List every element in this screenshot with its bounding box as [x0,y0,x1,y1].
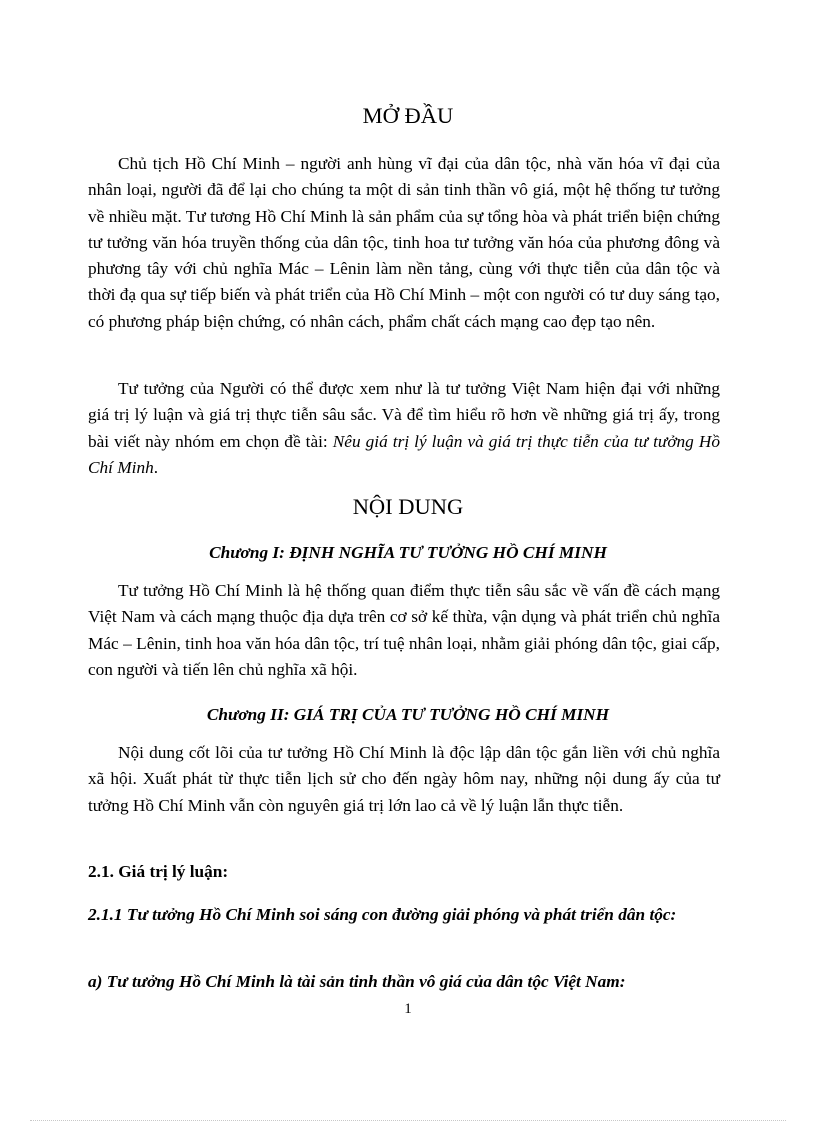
intro-paragraph-1: Chủ tịch Hồ Chí Minh – người anh hùng vĩ đại của dân tộc, nhà văn hóa vĩ đại của nhân loại, người đã để lại cho chúng ta một di sản tinh thần vô giá, một hệ thống tư tưởng về nhiều mặt. Tư tương Hồ Chí Minh là sản phẩm của sự tổng hòa và phát triển biện chứng tư tưởng văn hóa truyền thống của dân tộc, tinh hoa tư tưởng văn hóa của phương đông và phương tây với chủ nghĩa Mác – Lênin làm nền tảng, cùng với thực tiễn của dân tộc và thời đạ qua sự tiếp biến và phát triển của Hồ Chí Minh – một con người có tư duy sáng tạo, có phương pháp biện chứng, có nhân cách, phẩm chất cách mạng cao đẹp tạo nên. [88,154,720,331]
topic-title: Nêu giá trị lý luận và giá trị thực tiễn của tư tưởng Hồ Chí Minh [88,431,720,477]
chapter-2-heading: Chương II: GIÁ TRỊ CỦA TƯ TƯỞNG HỒ CHÍ MINH [206,705,610,724]
intro-paragraph-2 [88,376,720,481]
intro-paragraph-2-text: Tư tưởng của Người có thể được xem như là tư tưởng Việt Nam hiện đại với những giá trị lý luận và giá trị thực tiễn sâu sắc. Và để tìm hiểu rõ hơn về những giá trị ấy, trong bài viết này nhóm em chọn đề tài: [88,379,720,451]
section-2-1-heading: 2.1. Giá trị lý luận: [88,862,229,881]
chapter-1-body: Tư tưởng Hồ Chí Minh là hệ thống quan điểm thực tiễn sâu sắc về vấn đề cách mạng Việt Nam và cách mạng thuộc địa dựa trên cơ sở kế thừa, vận dụng và phát triển chủ nghĩa Mác – Lênin, tinh hoa văn hóa dân tộc, trí tuệ nhân loại, nhằm giải phóng dân tộc, giai cấp, con người và tiến lên chủ nghĩa xã hội. [88,581,720,679]
page-number: 1 [404,1001,412,1017]
section-2-1-1-heading: 2.1.1 Tư tưởng Hồ Chí Minh soi sáng con đường giải phóng và phát triển dân tộc: [88,905,677,924]
page-bottom-divider [30,1120,786,1121]
page-title: MỞ ĐẦU [362,103,454,128]
chapter-2-body: Nội dung cốt lõi của tư tưởng Hồ Chí Minh là độc lập dân tộc gắn liền với chủ nghĩa xã hội. Xuất phát từ thực tiễn lịch sử cho đến ngày hôm nay, những nội dung ấy của tư tưởng Hồ Chí Minh vẫn còn nguyên giá trị lớn lao cả về lý luận lẫn thực tiễn. [88,743,720,815]
intro-paragraph-2-end: . [153,457,159,477]
section-title: NỘI DUNG [352,494,464,519]
subsection-a-heading: a) Tư tưởng Hồ Chí Minh là tài sản tinh thần vô giá của dân tộc Việt Nam: [88,972,626,991]
chapter-1-heading: Chương I: ĐỊNH NGHĨA TƯ TƯỞNG HỒ CHÍ MINH [209,543,607,562]
